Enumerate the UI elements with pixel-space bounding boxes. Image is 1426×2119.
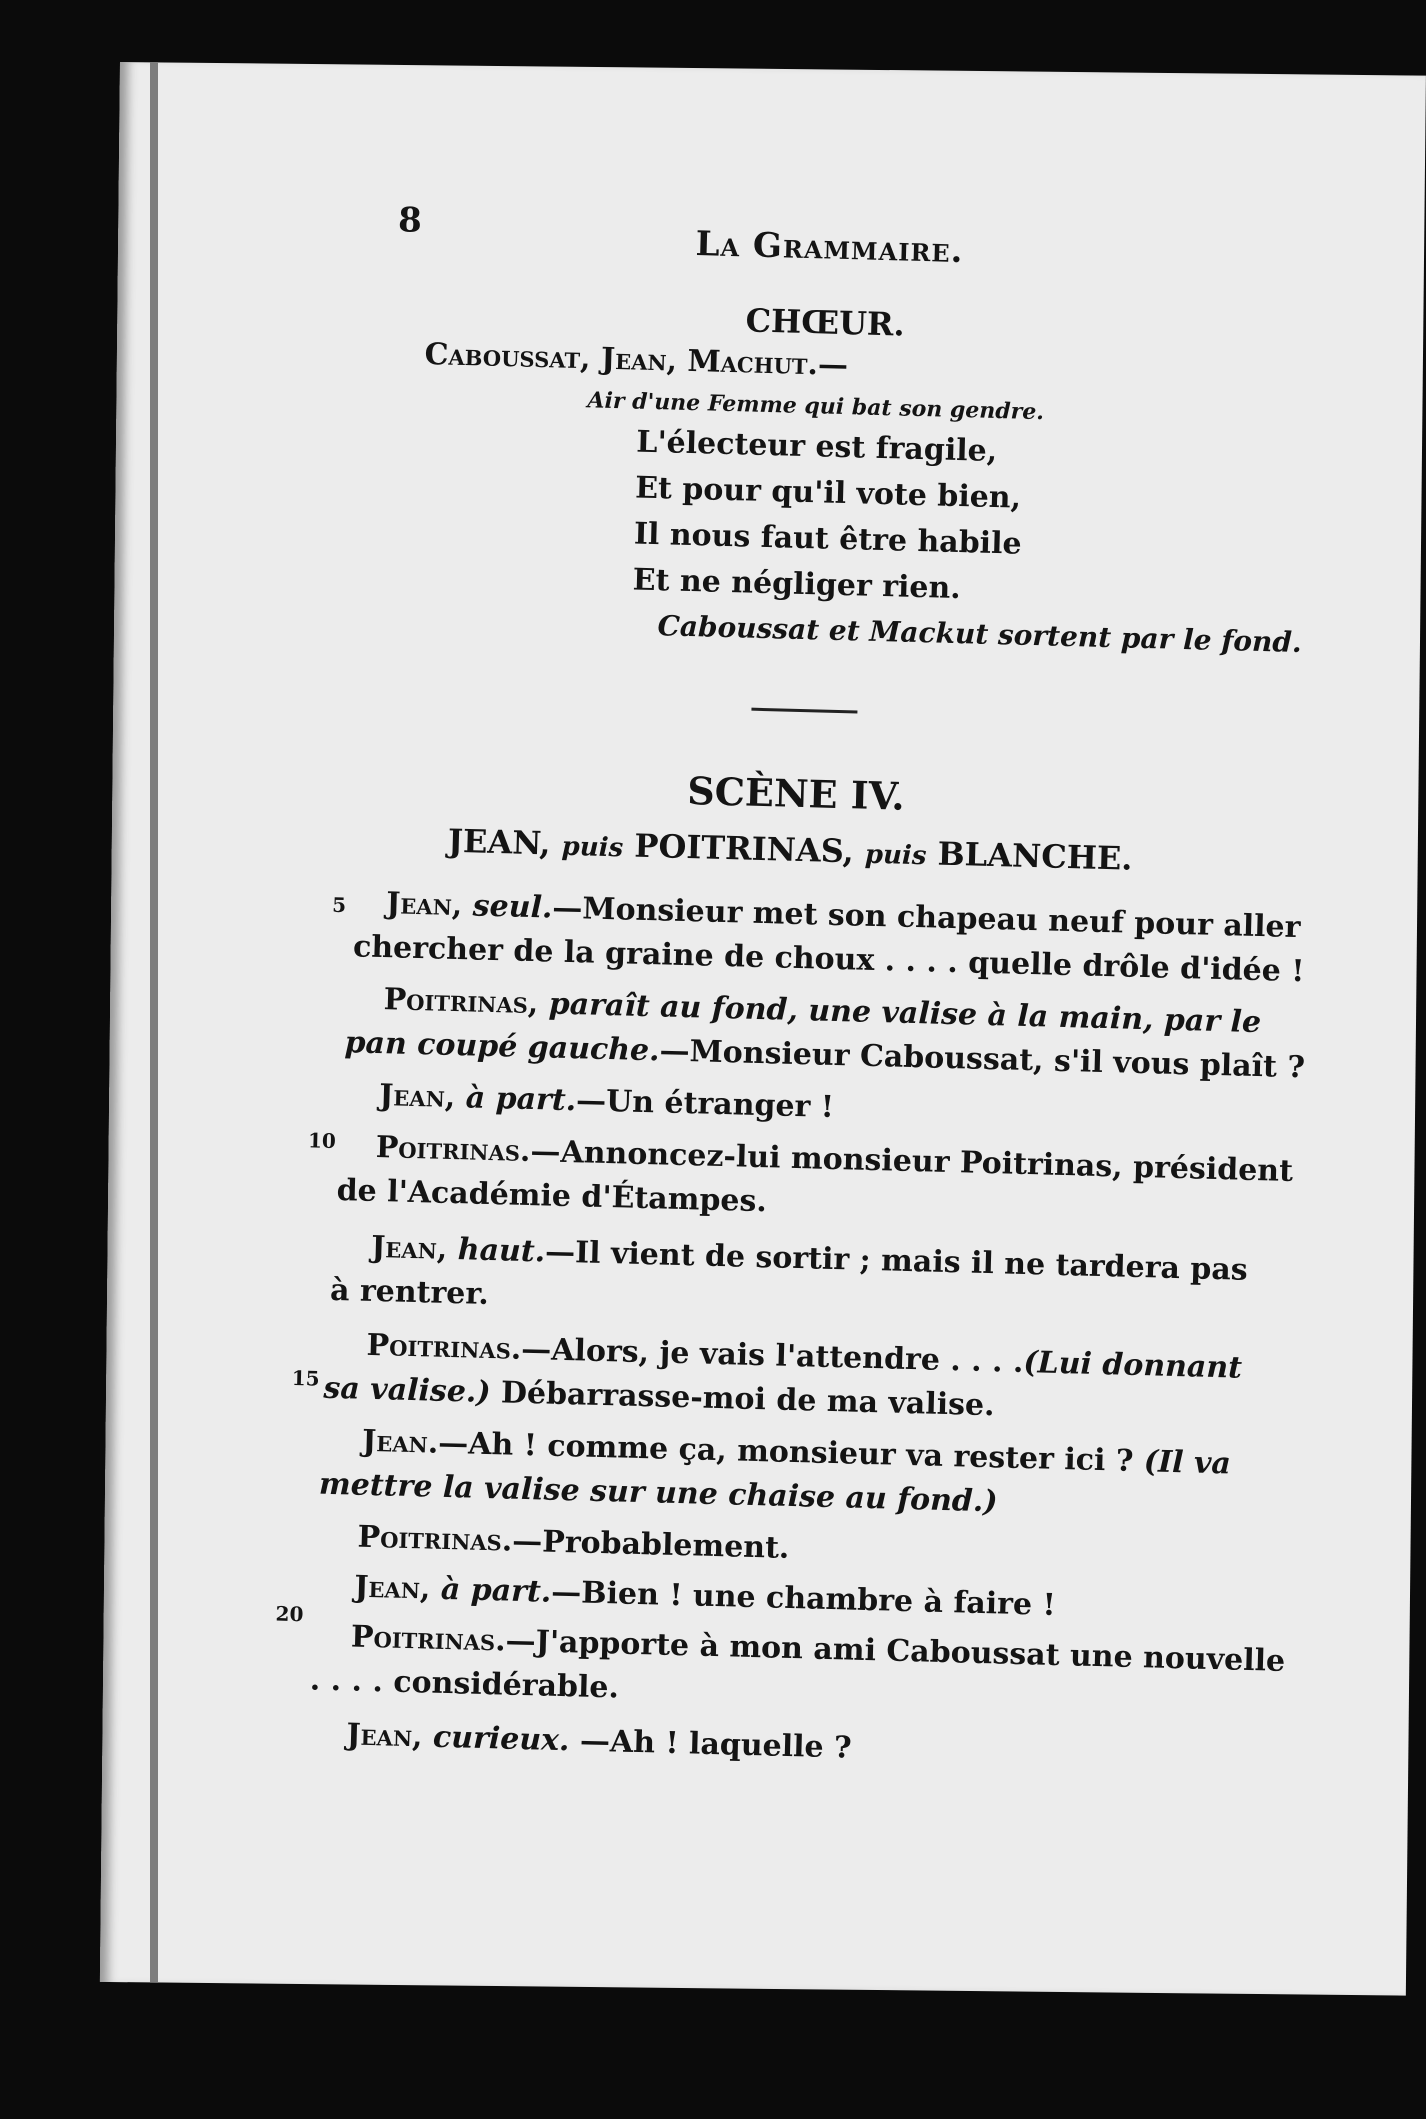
speech: —Un étranger ! bbox=[575, 1083, 835, 1125]
speech: —Alors, je vais l'attendre . . . . bbox=[520, 1331, 1024, 1381]
speech: —Probablement. bbox=[511, 1523, 790, 1566]
speaker: Poitrinas. bbox=[375, 1130, 531, 1170]
speaker: Jean, bbox=[346, 1717, 424, 1755]
stage-direction: sa valise.) bbox=[323, 1370, 491, 1411]
speech: —Monsieur met son chapeau neuf pour aller bbox=[551, 890, 1301, 946]
speech: . . . . considérable. bbox=[309, 1662, 620, 1706]
dialogue-line bbox=[371, 1230, 1248, 1288]
speaker: Poitrinas, bbox=[383, 982, 539, 1022]
dialogue-line bbox=[319, 1467, 998, 1520]
line-number-15: 15 bbox=[291, 1365, 320, 1391]
speech: —Annoncez-lui monsieur Poitrinas, président bbox=[530, 1134, 1294, 1190]
stage-direction: à part. bbox=[440, 1571, 552, 1610]
verse-1: L'électeur est fragile, bbox=[635, 424, 998, 470]
stage-direction: (Il va bbox=[1143, 1444, 1232, 1482]
speech: Débarrasse-moi de ma valise. bbox=[500, 1375, 995, 1424]
stage-direction: (Lui donnant bbox=[1022, 1345, 1243, 1386]
stage-direction: paraît au fond, une valise à la main, par le bbox=[548, 986, 1262, 1041]
speaker: Jean, bbox=[353, 1569, 431, 1607]
speaker: Poitrinas. bbox=[357, 1519, 513, 1559]
speech: —Ah ! comme ça, monsieur va rester ici ? bbox=[437, 1425, 1134, 1479]
speech: —Bien ! une chambre à faire ! bbox=[550, 1574, 1057, 1623]
speech: de l'Académie d'Étampes. bbox=[336, 1172, 768, 1220]
dialogue-line bbox=[357, 1520, 790, 1566]
speaker: Jean. bbox=[361, 1423, 439, 1461]
scene-title: SCÈNE IV. bbox=[686, 768, 906, 819]
dialogue-line bbox=[323, 1371, 995, 1424]
section-divider bbox=[751, 708, 857, 714]
speech: —J'apporte à mon ami Caboussat une nouvelle bbox=[505, 1623, 1286, 1679]
running-head: La Grammaire. bbox=[695, 224, 965, 272]
puis-2: puis bbox=[864, 839, 927, 872]
stage-direction: seul. bbox=[472, 888, 553, 926]
dialogue-line bbox=[379, 1078, 835, 1125]
speech: à rentrer. bbox=[329, 1272, 490, 1312]
choeur-speakers: Caboussat, Jean, Machut.— bbox=[424, 337, 849, 384]
stage-direction: à part. bbox=[465, 1080, 577, 1119]
speech: chercher de la graine de choux . . . . quelle drôle d'idée ! bbox=[352, 929, 1305, 990]
character-jean: JEAN, bbox=[447, 821, 552, 863]
puis-1: puis bbox=[561, 831, 624, 864]
stage-direction: pan coupé gauche. bbox=[344, 1025, 661, 1069]
dialogue-line bbox=[346, 1717, 852, 1765]
dialogue-line bbox=[354, 1570, 1056, 1623]
speaker: Poitrinas. bbox=[350, 1619, 507, 1659]
verse-4: Et ne négliger rien. bbox=[632, 562, 962, 607]
speaker: Jean, bbox=[370, 1229, 448, 1267]
speech: —Ah ! laquelle ? bbox=[579, 1723, 853, 1766]
dialogue-line bbox=[330, 1273, 490, 1312]
speaker: Poitrinas. bbox=[366, 1327, 522, 1367]
verse-3: Il nous faut être habile bbox=[633, 516, 1023, 562]
speech: —Monsieur Caboussat, s'il vous plaît ? bbox=[659, 1033, 1306, 1086]
line-number-20: 20 bbox=[275, 1601, 304, 1627]
choeur-title: CHŒUR. bbox=[745, 301, 906, 344]
speaker: Jean, bbox=[378, 1078, 456, 1116]
dialogue-line bbox=[336, 1173, 767, 1219]
scene-characters bbox=[447, 822, 1133, 878]
page-number: 8 bbox=[397, 200, 423, 241]
stage-direction: haut. bbox=[457, 1232, 546, 1270]
speech: —Il vient de sortir ; mais il ne tardera pas bbox=[544, 1234, 1249, 1288]
character-poitrinas: POITRINAS, bbox=[633, 826, 855, 871]
verse-2: Et pour qu'il vote bien, bbox=[634, 470, 1022, 516]
character-blanche: BLANCHE. bbox=[937, 834, 1133, 878]
dialogue-line bbox=[309, 1662, 619, 1705]
line-number-5: 5 bbox=[331, 892, 347, 918]
stage-direction: mettre la valise sur une chaise au fond.) bbox=[318, 1466, 998, 1520]
speaker: Jean, bbox=[385, 886, 463, 924]
choeur-air: Air d'une Femme qui bat son gendre. bbox=[587, 387, 1045, 426]
line-number-10: 10 bbox=[307, 1128, 337, 1153]
stage-direction: curieux. bbox=[432, 1719, 570, 1759]
choeur-stage-direction: Caboussat et Mackut sortent par le fond. bbox=[657, 609, 1303, 660]
